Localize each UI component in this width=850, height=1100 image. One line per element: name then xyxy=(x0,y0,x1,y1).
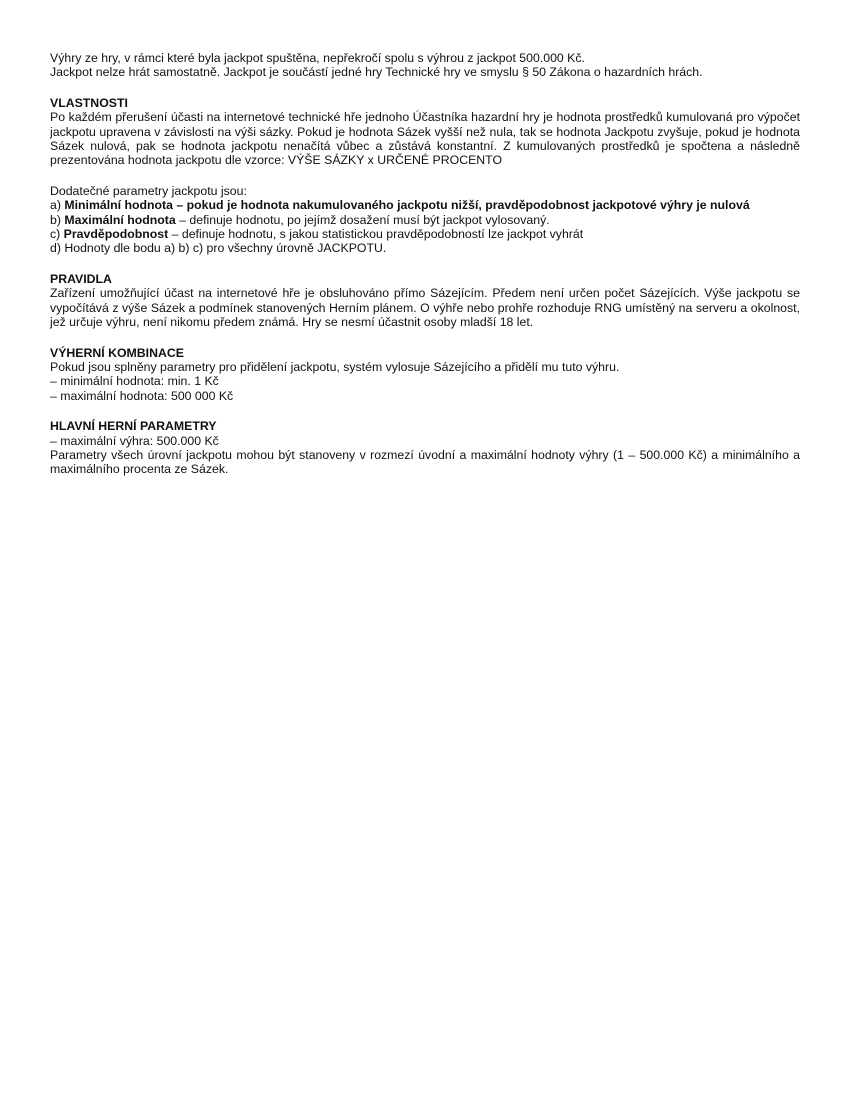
section-vlastnosti xyxy=(50,96,800,168)
param-b xyxy=(50,213,800,227)
section-text: Zařízení umožňující účast na internetové hře je obsluhováno přímo Sázejícím. Předem není určen počet Sázejících. Výše jackpotu se vypočítává z výše Sázek a podmínek stanovených Herním plánem. O výhře nebo prohře rozhoduje RNG umístěný na serveru a okolnost, jež určuje výhru, není nikomu předem známá. Hry se nesmí účastnit osoby mladší 18 let. xyxy=(50,286,800,330)
param-c-term: Pravděpodobnost xyxy=(63,227,169,242)
section-text: Po každém přerušení účasti na internetové technické hře jednoho Účastníka hazardní hry je hodnota prostředků kumulovaná pro výpočet jackpotu upravena v závislosti na výši sázky. Pokud je hodnota Sázek vyšší než nula, tak se hodnota Jackpotu zvyšuje, pokud je hodnota Sázek nulová, pak se hodnota jackpotu nenačítá vůbec a zůstává konstantní. Z kumulovaných prostředků je spočtena a následně prezentována hodnota jackpotu dle vzorce: VÝŠE SÁZKY x URČENÉ PROCENTO xyxy=(50,110,800,168)
list-marker: a) xyxy=(50,198,65,213)
section-heading: PRAVIDLA xyxy=(50,271,112,286)
list-marker: b) xyxy=(50,212,65,227)
section-heading: VÝHERNÍ KOMBINACE xyxy=(50,345,184,360)
param-c-text: – definuje hodnotu, s jakou statistickou pravděpodobností lze jackpot vyhrát xyxy=(168,227,584,242)
section-text: Parametry všech úrovní jackpotu mohou být stanoveny v rozmezí úvodní a maximální hodnoty výhry (1 – 500.000 Kč) a minimálního a maximálního procenta ze Sázek. xyxy=(50,447,800,477)
intro-line: Jackpot nelze hrát samostatně. Jackpot je součástí jedné hry Technické hry ve smyslu § 50 Zákona o hazardních hrách. xyxy=(50,65,703,80)
section-pravidla xyxy=(50,272,800,330)
param-b-text: – definuje hodnotu, po jejímž dosažení musí být jackpot vylosovaný. xyxy=(175,212,550,227)
section-vyherni-kombinace xyxy=(50,346,800,404)
section-hlavni-parametry xyxy=(50,419,800,477)
section-line: – minimální hodnota: min. 1 Kč xyxy=(50,374,219,389)
document-page xyxy=(50,51,800,493)
param-c xyxy=(50,227,800,241)
section-line: – maximální hodnota: 500 000 Kč xyxy=(50,388,234,403)
param-a-text: Minimální hodnota – pokud je hodnota nakumulovaného jackpotu nižší, pravděpodobnost jackpotové výhry je nulová xyxy=(64,198,750,213)
intro-paragraph xyxy=(50,51,800,80)
section-line: Pokud jsou splněny parametry pro přidělení jackpotu, systém vylosuje Sázejícího a přidělí mu tuto výhru. xyxy=(50,359,620,374)
param-d: d) Hodnoty dle bodu a) b) c) pro všechny úrovně JACKPOTU. xyxy=(50,241,387,256)
list-marker: c) xyxy=(50,227,64,242)
param-b-term: Maximální hodnota xyxy=(64,212,176,227)
section-heading: VLASTNOSTI xyxy=(50,95,128,110)
section-line: – maximální výhra: 500.000 Kč xyxy=(50,433,219,448)
section-heading: HLAVNÍ HERNÍ PARAMETRY xyxy=(50,419,217,434)
intro-line: Výhry ze hry, v rámci které byla jackpot spuštěna, nepřekročí spolu s výhrou z jackpot 500.000 Kč. xyxy=(50,51,585,65)
section-parameters xyxy=(50,184,800,256)
param-a xyxy=(50,198,800,212)
params-intro: Dodatečné parametry jackpotu jsou: xyxy=(50,183,247,198)
